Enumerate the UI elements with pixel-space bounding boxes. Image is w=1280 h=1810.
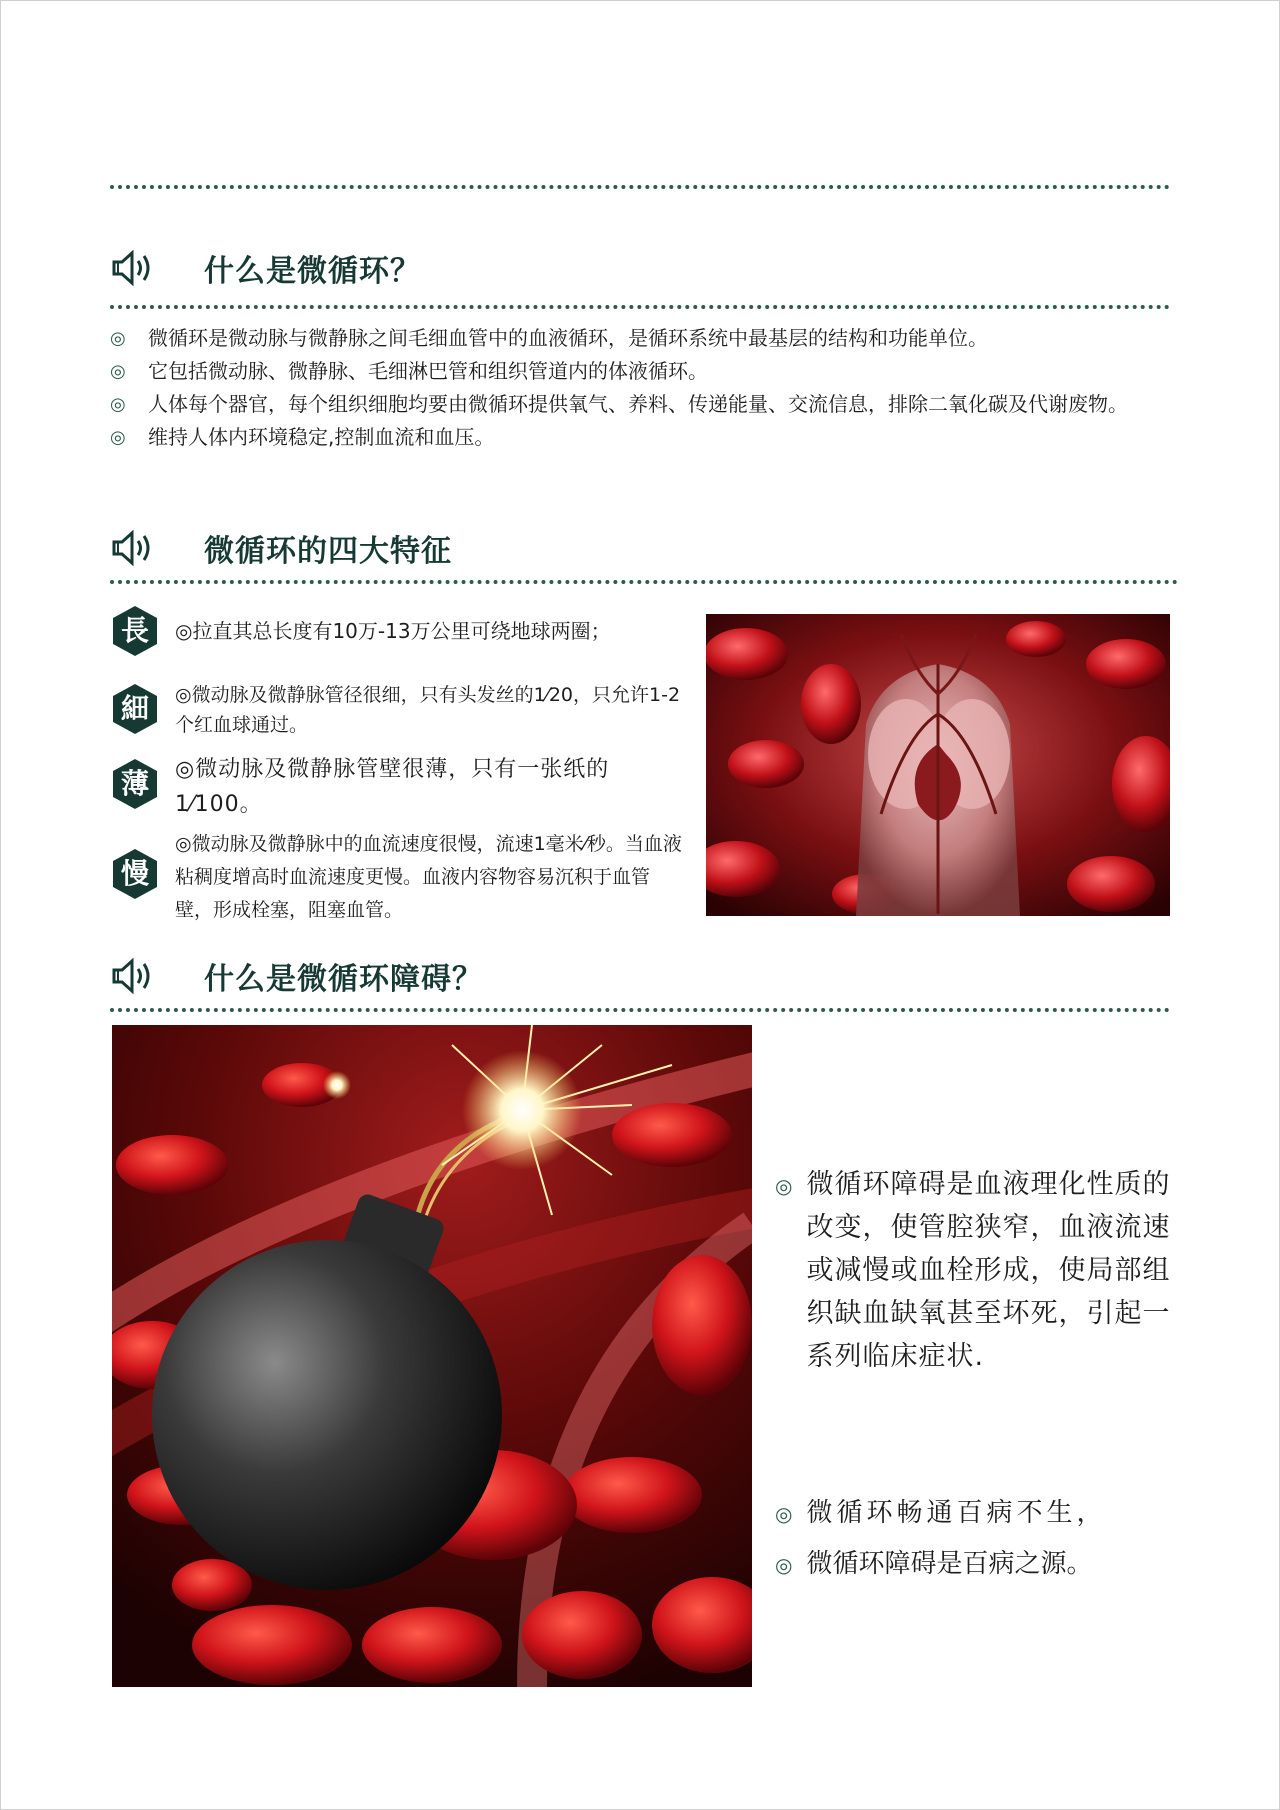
slogan-text: 微循环畅通百病不生， <box>806 1498 1107 1528</box>
list-item <box>110 355 1180 388</box>
disorder-description <box>775 1163 1195 1378</box>
badge-char: 慢 <box>120 857 149 890</box>
section-divider <box>110 305 1170 309</box>
section-heading-2 <box>110 526 452 570</box>
slogan-list <box>775 1488 1195 1590</box>
anatomy-heart-image <box>706 614 1170 916</box>
speaker-icon <box>110 956 156 996</box>
double-circle-icon: ◎ <box>110 361 126 382</box>
disorder-paragraph: 微循环障碍是血液理化性质的改变，使管腔狭窄，血液流速或减慢或血栓形成，使局部组织缺血缺氧甚至坏死，引起一系列临床症状. <box>806 1169 1171 1372</box>
section-title: 什么是微循环障碍？ <box>204 962 483 997</box>
double-circle-icon: ◎ <box>775 1553 793 1577</box>
double-circle-icon: ◎ <box>775 1174 793 1198</box>
list-item-text: 它包括微动脉、微静脉、毛细淋巴管和组织管道内的体液循环。 <box>148 359 708 383</box>
list-item-text: 微循环是微动脉与微静脉之间毛细血管中的血液循环，是循环系统中最基层的结构和功能单位。 <box>148 326 988 350</box>
bomb-in-blood-vessel-image <box>112 1025 752 1687</box>
list-item <box>775 1488 1195 1539</box>
speaker-icon <box>110 528 156 568</box>
double-circle-icon: ◎ <box>775 1502 793 1526</box>
slogan-text: 微循环障碍是百病之源。 <box>806 1549 1093 1579</box>
hexagon-badge-thin <box>112 683 158 735</box>
list-item-text: 人体每个器官，每个组织细胞均要由微循环提供氧气、养料、传递能量、交流信息，排除二氧化碳及代谢废物。 <box>148 392 1128 416</box>
section-heading-3 <box>110 954 483 998</box>
badge-char: 長 <box>120 614 149 647</box>
list-item <box>110 421 1180 454</box>
section-title: 微循环的四大特征 <box>204 534 452 569</box>
list-item <box>110 388 1180 421</box>
section-heading-1 <box>110 246 421 290</box>
feature-text: ◎微动脉及微静脉管壁很薄，只有一张纸的1⁄100。 <box>175 757 610 817</box>
list-item <box>775 1539 1195 1590</box>
feature-text: ◎拉直其总长度有10万-13万公里可绕地球两圈； <box>175 619 611 643</box>
double-circle-icon: ◎ <box>110 427 126 448</box>
hexagon-badge-slim <box>112 758 158 810</box>
section-title: 什么是微循环？ <box>204 254 421 289</box>
badge-char: 細 <box>120 692 149 725</box>
list-item <box>110 322 1180 355</box>
double-circle-icon: ◎ <box>110 328 126 349</box>
hexagon-badge-slow <box>112 848 158 900</box>
feature-text: ◎微动脉及微静脉管径很细，只有头发丝的1⁄20，只允许1-2个红血球通过。 <box>175 684 681 736</box>
badge-char: 薄 <box>120 767 149 800</box>
list-item-text: 维持人体内环境稳定,控制血流和血压。 <box>148 425 495 449</box>
feature-text: ◎微动脉及微静脉中的血流速度很慢，流速1毫米⁄秒。当血液粘稠度增高时血流速度更慢。血液内容物容易沉积于血管壁，形成栓塞，阻塞血管。 <box>175 833 682 921</box>
hexagon-badge-long <box>112 605 158 657</box>
definition-list <box>110 322 1180 454</box>
section-divider <box>110 1008 1170 1012</box>
section-divider <box>110 580 1178 584</box>
double-circle-icon: ◎ <box>110 394 126 415</box>
top-divider <box>110 185 1170 189</box>
speaker-icon <box>110 248 156 288</box>
